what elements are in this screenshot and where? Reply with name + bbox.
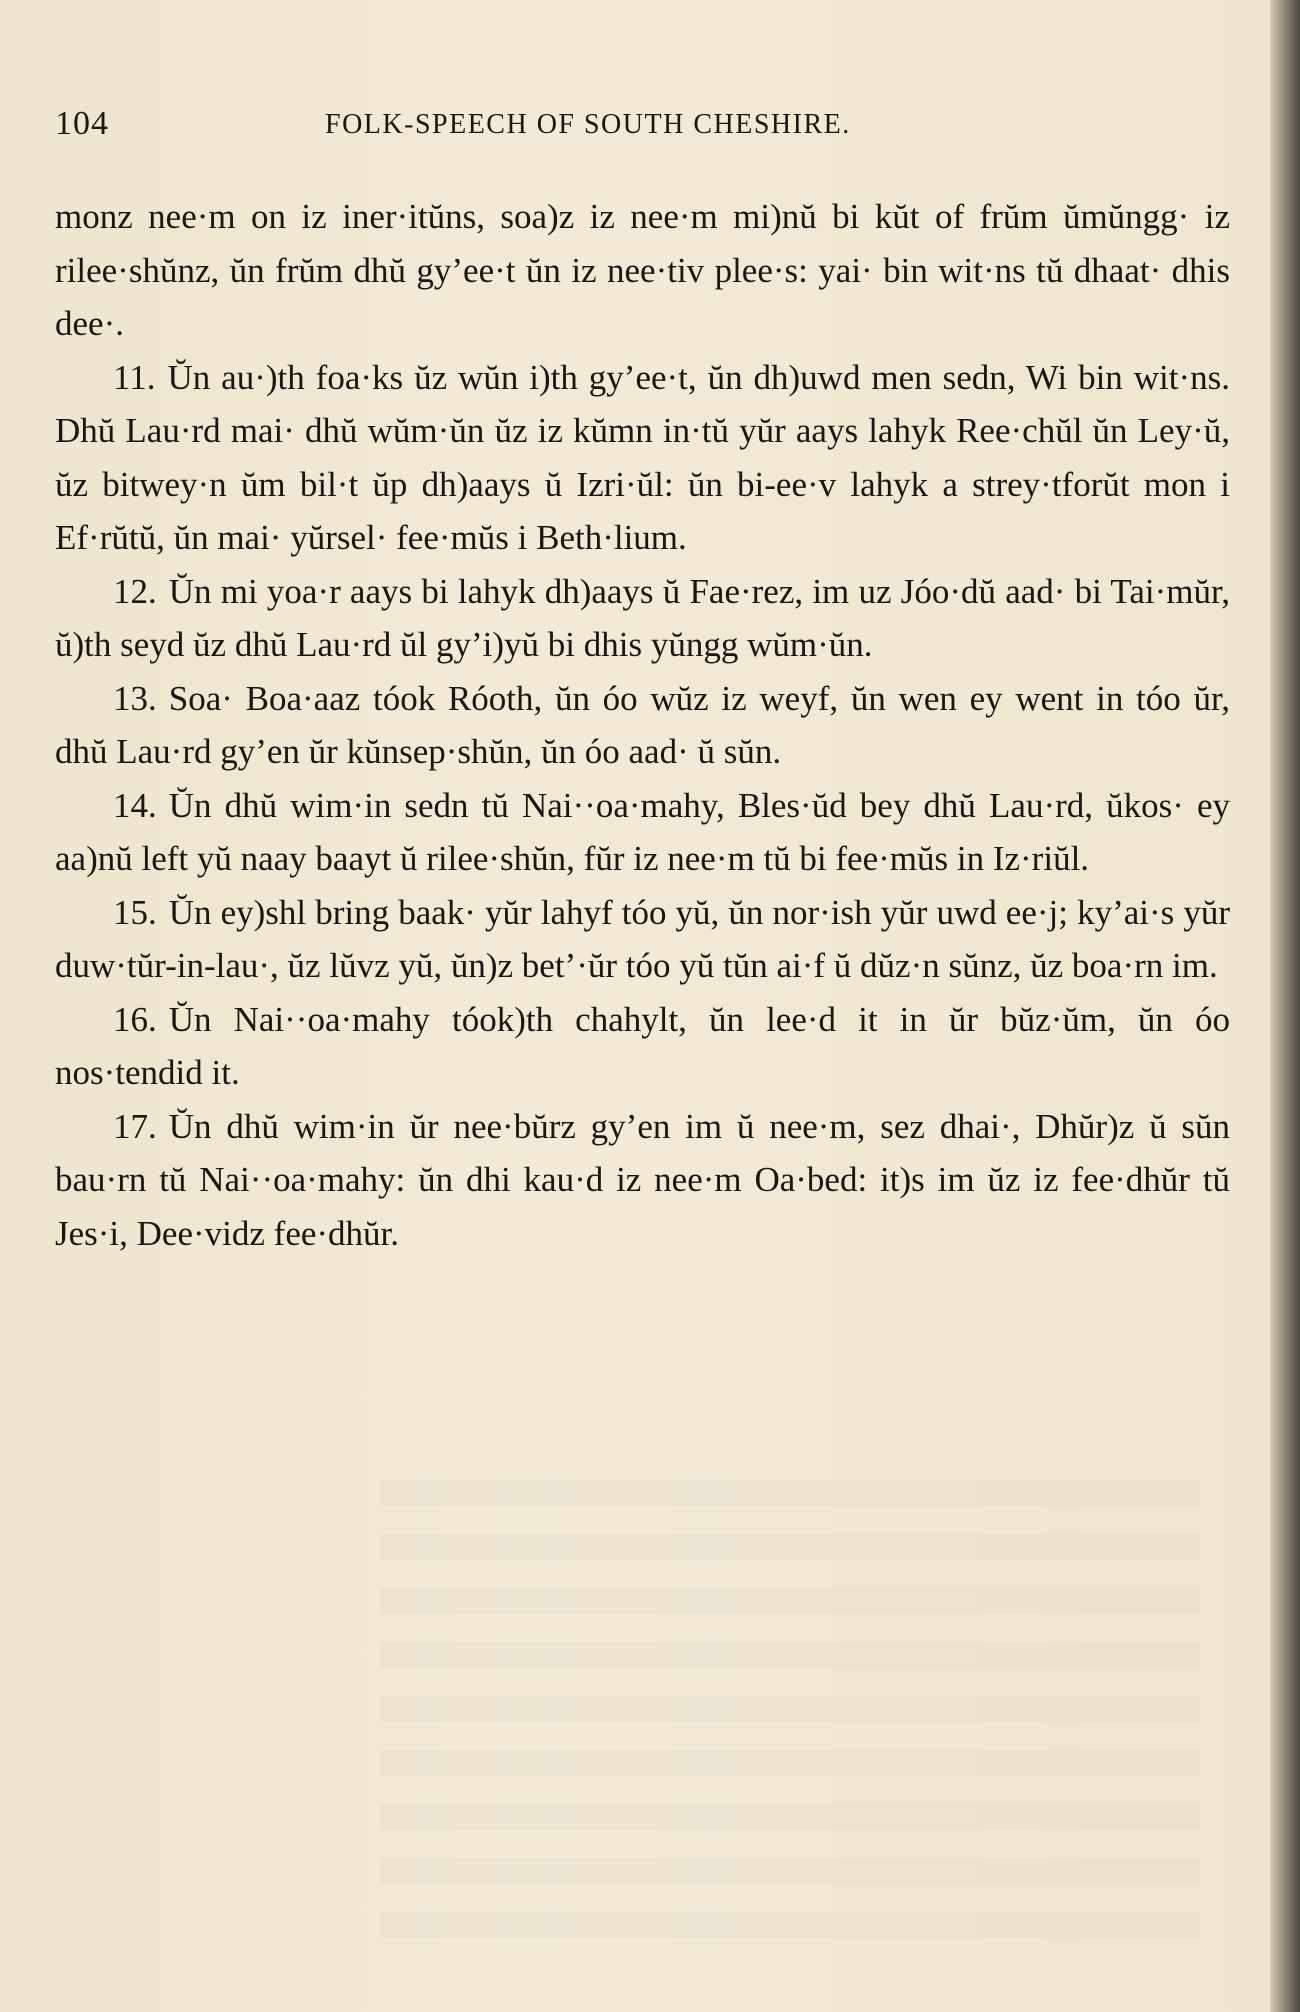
verse-text: Ŭn ey)shl bring baak· yŭr lahyf tóo yŭ, ŭn nor·ish yŭr uwd ee·j; ky’ai·s yŭr duw·tŭr-in-lau·, ŭz lŭvz yŭ, ŭn)z bet’·ŭr tóo yŭ tŭn ai·f ŭ dŭz·n sŭnz, ŭz boa·rn im. [55,892,1230,985]
verse-number: 16. [113,999,157,1039]
page-header [55,105,1235,149]
verse-number: 12. [113,571,157,611]
verse-text: Ŭn au·)th foa·ks ŭz wŭn i)th gy’ee·t, ŭn dh)uwd men sedn, Wi bin wit·ns. Dhŭ Lau·rd mai· dhŭ wŭm·ŭn ŭz iz kŭmn in·tŭ yŭr aays lahyk Ree·chŭl ŭn Ley·ŭ, ŭz bitwey·n ŭm bil·t ŭp dh)aays ŭ Izri·ŭl: ŭn bi-ee·v lahyk a strey·tforŭt mon i Ef·rŭtŭ, ŭn mai· yŭrsel· fee·mŭs i Beth·lium. [55,357,1230,557]
body-text [55,190,1230,1260]
verse-text: Ŭn dhŭ wim·in sedn tŭ Nai··oa·mahy, Bles·ŭd bey dhŭ Lau·rd, ŭkos· ey aa)nŭ left yŭ naay baayt ŭ rilee·shŭn, fŭr iz nee·m tŭ bi fee·mŭs in Iz·riŭl. [55,785,1230,878]
verse-continuation [55,190,1230,351]
verse-15 [55,886,1230,993]
running-title: FOLK-SPEECH OF SOUTH CHESHIRE. [325,109,851,140]
verse-number: 15. [113,892,157,932]
verse-16 [55,993,1230,1100]
verse-text: Ŭn dhŭ wim·in ŭr nee·bŭrz gy’en im ŭ nee·m, sez dhai·, Dhŭr)z ŭ sŭn bau·rn tŭ Nai··oa·mahy: ŭn dhi kau·d iz nee·m Oa·bed: it)s im ŭz iz fee·dhŭr tŭ Jes·i, Dee·vidz fee·dhŭr. [55,1106,1230,1253]
verse-14 [55,779,1230,886]
verse-11 [55,351,1230,565]
verse-text: Ŭn Nai··oa·mahy tóok)th chahylt, ŭn lee·d it in ŭr bŭz·ŭm, ŭn óo nos·tendid it. [55,999,1230,1092]
page-number: 104 [55,105,109,142]
verse-13 [55,672,1230,779]
page-binding-edge [1270,0,1300,2012]
verse-text: Soa· Boa·aaz tóok Róoth, ŭn óo wŭz iz weyf, ŭn wen ey went in tóo ŭr, dhŭ Lau·rd gy’en ŭr kŭnsep·shŭn, ŭn óo aad· ŭ sŭn. [55,678,1230,771]
verse-number: 14. [113,785,157,825]
show-through-text [380,1480,1200,1960]
verse-text: monz nee·m on iz iner·itŭns, soa)z iz nee·m mi)nŭ bi kŭt of frŭm ŭmŭngg· iz rilee·shŭnz, ŭn frŭm dhŭ gy’ee·t ŭn iz nee·tiv plee·s: yai· bin wit·ns tŭ dhaat· dhis dee·. [55,197,1230,343]
verse-number: 11. [113,357,156,397]
verse-number: 17. [113,1106,157,1146]
verse-17 [55,1100,1230,1261]
verse-12 [55,565,1230,672]
verse-text: Ŭn mi yoa·r aays bi lahyk dh)aays ŭ Fae·rez, im uz Jóo·dŭ aad· bi Tai·mŭr, ŭ)th seyd ŭz dhŭ Lau·rd ŭl gy’i)yŭ bi dhis yŭngg wŭm·ŭn. [55,571,1230,664]
verse-number: 13. [113,678,157,718]
